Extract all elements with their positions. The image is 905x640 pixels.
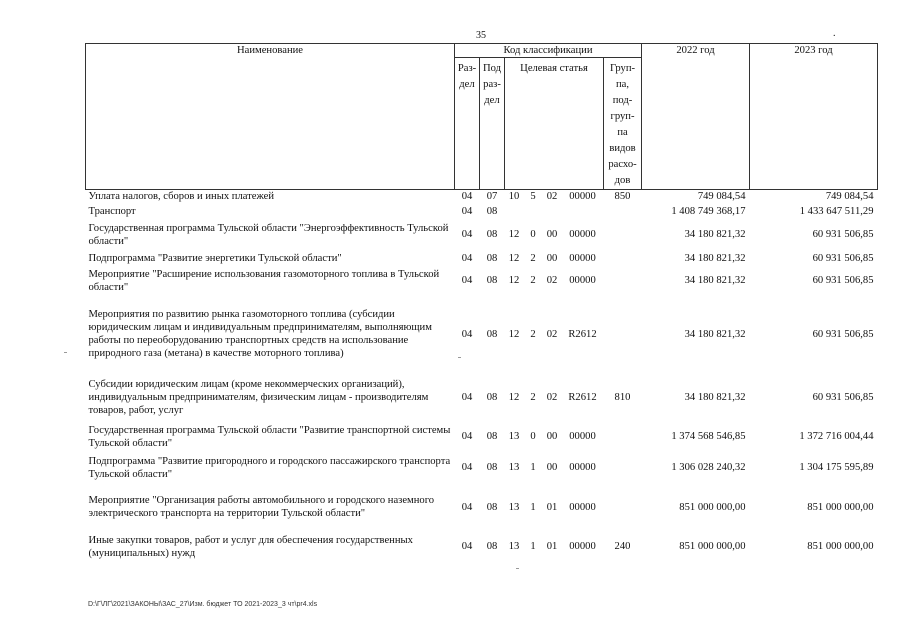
row-target-event: 01 — [546, 501, 558, 513]
row-expense-group — [604, 295, 642, 373]
row-podrazdel: 08 — [486, 501, 498, 513]
row-expense-group — [604, 483, 642, 531]
row-target-direction: R2612 — [568, 328, 597, 340]
row-target-event: 02 — [546, 191, 558, 202]
table-row — [86, 203, 878, 219]
row-target-subprogram — [524, 203, 543, 219]
header-year-2023: 2023 год — [750, 44, 878, 190]
scan-mark — [64, 352, 67, 353]
row-razdel: 04 — [461, 252, 473, 264]
budget-table — [85, 43, 878, 562]
row-target-event — [543, 203, 562, 219]
row-amount-2023: 749 084,54 — [825, 191, 874, 202]
row-target-event: 00 — [546, 431, 558, 442]
row-target-direction: 00000 — [569, 252, 596, 264]
row-target-program: 12 — [508, 275, 520, 286]
row-expense-group — [604, 219, 642, 250]
header-razdel-line: Раз- — [457, 63, 477, 74]
row-podrazdel: 08 — [486, 431, 498, 442]
row-target-subprogram: 2 — [530, 391, 536, 403]
row-name: Государственная программа Тульской области "Развитие транспортной системы Тульской области" — [88, 424, 451, 449]
row-target-direction: 00000 — [569, 275, 596, 286]
row-amount-2022: 1 408 749 368,17 — [671, 205, 746, 217]
row-target-direction: 00000 — [569, 501, 596, 513]
row-razdel: 04 — [461, 391, 473, 403]
row-target-subprogram: 0 — [530, 229, 536, 240]
header-gruppa-line: па, — [615, 79, 630, 90]
row-target-subprogram: 5 — [530, 191, 536, 202]
row-razdel: 04 — [461, 275, 473, 286]
row-razdel: 04 — [461, 541, 473, 552]
row-target-program: 10 — [508, 191, 520, 202]
table-row — [86, 295, 878, 373]
table-row — [86, 373, 878, 421]
row-expense-group: 810 — [614, 391, 631, 403]
row-target-program: 13 — [508, 501, 520, 513]
row-target-direction: 00000 — [569, 191, 596, 202]
row-razdel: 04 — [461, 462, 473, 473]
row-amount-2023: 1 372 716 004,44 — [799, 431, 874, 442]
table-row — [86, 531, 878, 562]
row-expense-group: 240 — [614, 541, 631, 552]
row-name: Субсидии юридическим лицам (кроме некоммерческих организаций), индивидуальным предпринимателям, физическим лицам - производителям товаров, работ, услуг — [88, 378, 429, 416]
row-target-direction: 00000 — [569, 229, 596, 240]
header-gruppa-line: Груп- — [609, 63, 636, 74]
row-expense-group — [604, 203, 642, 219]
header-gruppa-line: расхо- — [608, 159, 637, 170]
header-razdel-line: дел — [459, 79, 475, 90]
row-amount-2022: 1 306 028 240,32 — [671, 462, 746, 473]
header-podrazdel — [480, 58, 505, 190]
table-row — [86, 219, 878, 250]
row-target-program — [505, 203, 524, 219]
row-razdel: 04 — [461, 205, 473, 217]
corner-mark: . — [833, 28, 836, 39]
table-row — [86, 452, 878, 483]
row-amount-2022: 851 000 000,00 — [679, 501, 746, 513]
header-gruppa-line: под- — [612, 95, 633, 106]
row-amount-2023: 851 000 000,00 — [807, 541, 874, 552]
row-podrazdel: 08 — [486, 205, 498, 217]
scan-mark — [516, 568, 519, 569]
row-target-event: 02 — [546, 275, 558, 286]
row-podrazdel: 08 — [486, 462, 498, 473]
row-target-event: 00 — [546, 462, 558, 473]
table-header — [86, 44, 878, 190]
row-podrazdel: 08 — [486, 391, 498, 403]
row-target-program: 12 — [508, 229, 520, 240]
row-target-direction: 00000 — [569, 541, 596, 552]
row-target-subprogram: 2 — [530, 275, 536, 286]
row-target-direction: 00000 — [569, 431, 596, 442]
row-amount-2022: 34 180 821,32 — [684, 252, 746, 264]
row-amount-2023: 60 931 506,85 — [812, 229, 874, 240]
row-amount-2022: 851 000 000,00 — [679, 541, 746, 552]
header-podrazdel-line: Под — [482, 63, 502, 74]
row-podrazdel: 08 — [486, 275, 498, 286]
header-code-classification: Код классификации — [455, 44, 642, 58]
row-amount-2023: 1 304 175 595,89 — [799, 462, 874, 473]
row-target-subprogram: 1 — [530, 501, 536, 513]
row-expense-group — [604, 250, 642, 266]
header-gruppa — [604, 58, 642, 190]
row-amount-2023: 60 931 506,85 — [812, 252, 874, 264]
row-razdel: 04 — [461, 229, 473, 240]
row-name: Мероприятие "Расширение использования газомоторного топлива в Тульской области" — [88, 268, 440, 293]
row-target-program: 13 — [508, 541, 520, 552]
row-amount-2023: 1 433 647 511,29 — [799, 205, 874, 217]
row-podrazdel: 08 — [486, 541, 498, 552]
row-razdel: 04 — [461, 431, 473, 442]
row-target-subprogram: 2 — [530, 328, 536, 340]
header-name: Наименование — [86, 44, 455, 190]
row-name: Государственная программа Тульской области "Энергоэффективность Тульской области" — [88, 222, 449, 247]
table-row — [86, 250, 878, 266]
header-gruppa-line: груп- — [610, 111, 635, 122]
table-row — [86, 190, 878, 204]
row-name: Иные закупки товаров, работ и услуг для обеспечения государственных (муниципальных) нужд — [88, 534, 413, 559]
row-target-event: 00 — [546, 229, 558, 240]
row-expense-group — [604, 421, 642, 452]
row-target-subprogram: 2 — [530, 252, 536, 264]
row-razdel: 04 — [461, 501, 473, 513]
row-target-direction: R2612 — [568, 391, 597, 403]
row-target-direction — [562, 203, 604, 219]
row-expense-group: 850 — [614, 191, 631, 202]
row-podrazdel: 07 — [486, 191, 498, 202]
row-name: Транспорт — [88, 205, 136, 217]
table-body — [86, 190, 878, 563]
table-row — [86, 483, 878, 531]
row-amount-2022: 34 180 821,32 — [684, 229, 746, 240]
row-target-program: 12 — [508, 252, 520, 264]
header-razdel — [455, 58, 480, 190]
row-target-subprogram: 1 — [530, 541, 536, 552]
row-amount-2023: 60 931 506,85 — [812, 328, 874, 340]
row-expense-group — [604, 266, 642, 295]
table-row — [86, 421, 878, 452]
header-gruppa-line: па — [617, 127, 628, 138]
header-year-2022: 2022 год — [642, 44, 750, 190]
row-target-direction: 00000 — [569, 462, 596, 473]
scan-mark — [458, 357, 461, 358]
row-expense-group — [604, 452, 642, 483]
row-amount-2022: 1 374 568 546,85 — [671, 431, 746, 442]
row-podrazdel: 08 — [486, 252, 498, 264]
row-razdel: 04 — [461, 191, 473, 202]
page-number: 35 — [476, 30, 486, 41]
row-target-program: 12 — [508, 328, 520, 340]
row-amount-2023: 851 000 000,00 — [807, 501, 874, 513]
row-amount-2022: 749 084,54 — [697, 191, 746, 202]
row-name: Подпрограмма "Развитие пригородного и городского пассажирского транспорта Тульской области" — [88, 455, 451, 480]
row-razdel: 04 — [461, 328, 473, 340]
table-row — [86, 266, 878, 295]
row-name: Уплата налогов, сборов и иных платежей — [88, 191, 275, 202]
row-amount-2022: 34 180 821,32 — [684, 391, 746, 403]
row-target-event: 02 — [546, 328, 558, 340]
row-amount-2022: 34 180 821,32 — [684, 275, 746, 286]
row-target-subprogram: 0 — [530, 431, 536, 442]
row-amount-2023: 60 931 506,85 — [812, 275, 874, 286]
header-gruppa-line: видов — [609, 143, 636, 154]
row-target-event: 02 — [546, 391, 558, 403]
header-gruppa-line: дов — [614, 175, 631, 186]
row-podrazdel: 08 — [486, 328, 498, 340]
header-podrazdel-line: раз- — [483, 79, 501, 90]
row-podrazdel: 08 — [486, 229, 498, 240]
row-target-subprogram: 1 — [530, 462, 536, 473]
row-name: Подпрограмма "Развитие энергетики Тульской области" — [88, 252, 342, 264]
header-podrazdel-line: дел — [484, 95, 500, 106]
file-path-footer: D:\Г\ЛГ\2021\ЗАКОНЫ\ЗАС_27\Изм. бюджет ТО 2021-2023_3 чт\pr4.xls — [88, 601, 318, 608]
header-celevaya-statya: Целевая статья — [505, 58, 604, 190]
row-target-program: 12 — [508, 391, 520, 403]
row-amount-2022: 34 180 821,32 — [684, 328, 746, 340]
row-target-program: 13 — [508, 462, 520, 473]
row-name: Мероприятие "Организация работы автомобильного и городского наземного электрического транспорта на территории Тульской области" — [88, 495, 435, 519]
row-name: Мероприятия по развитию рынка газомоторного топлива (субсидии юридическим лицам и индивидуальным предпринимателям, выполняющим работы по переоборудованию транспортных средств на использование природного газа (метана) в качестве моторного топлива) — [88, 309, 432, 359]
row-amount-2023: 60 931 506,85 — [812, 391, 874, 403]
row-target-event: 01 — [546, 541, 558, 552]
row-target-event: 00 — [546, 252, 558, 264]
row-target-program: 13 — [508, 431, 520, 442]
